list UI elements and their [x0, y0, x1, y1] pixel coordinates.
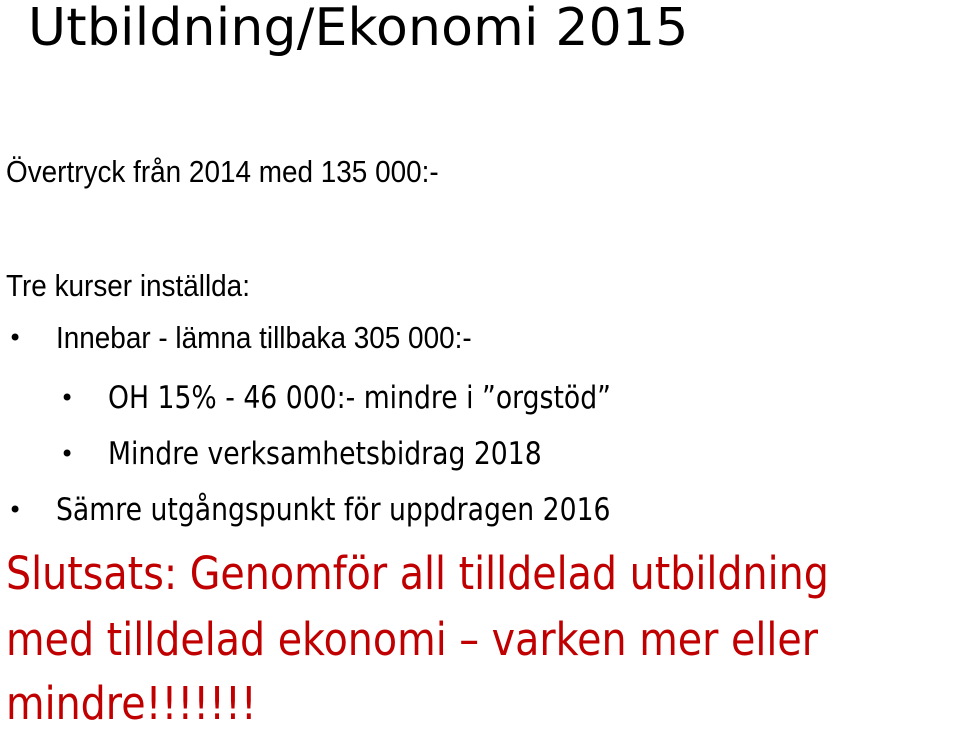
list-item-innebar: Innebar - lämna tillbaka 305 000:-: [56, 320, 472, 355]
list-item-oh: OH 15% - 46 000:- mindre i ”orgstöd”: [108, 380, 611, 416]
conclusion-line-2: med tilldelad ekonomi – varken mer eller: [6, 613, 819, 666]
list-item-samre: Sämre utgångspunkt för uppdragen 2016: [56, 492, 611, 528]
bullet-icon: •: [60, 440, 75, 468]
text-tre-kurser: Tre kurser inställda:: [6, 268, 250, 303]
conclusion-line-1: Slutsats: Genomför all tilldelad utbildning: [6, 547, 829, 600]
slide-title: Utbildning/Ekonomi 2015: [28, 0, 689, 58]
list-item-mindre: Mindre verksamhetsbidrag 2018: [108, 436, 542, 472]
conclusion-line-3: mindre!!!!!!!: [6, 677, 257, 730]
bullet-icon: •: [8, 496, 23, 524]
text-overtryck: Övertryck från 2014 med 135 000:-: [6, 154, 439, 189]
bullet-icon: •: [8, 324, 23, 352]
bullet-icon: •: [60, 384, 75, 412]
